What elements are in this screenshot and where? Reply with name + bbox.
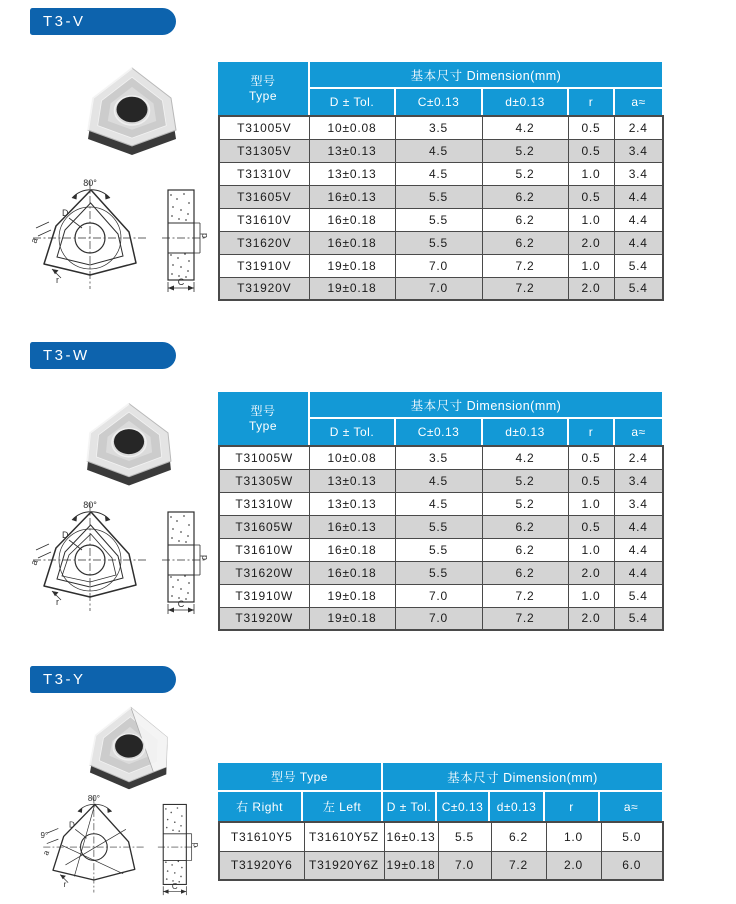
radius-label: r [63, 880, 67, 890]
table-row [219, 822, 663, 851]
cell-d_tol: 13±0.13 [309, 162, 395, 185]
dimension-drawing [28, 176, 213, 302]
cell-d: 6.2 [482, 561, 568, 584]
cell-a: 6.0 [601, 851, 663, 880]
cell-d: 6.2 [482, 208, 568, 231]
table-row [219, 162, 663, 185]
table-header [218, 392, 662, 445]
col-header-c: C±0.13 [396, 89, 481, 115]
cell-c: 5.5 [395, 208, 482, 231]
cell-r: 0.5 [568, 515, 614, 538]
cell-c: 5.5 [395, 231, 482, 254]
table-row [219, 492, 663, 515]
angle-label: 80° [83, 178, 97, 188]
insert-hole [115, 734, 143, 757]
table-row [219, 116, 663, 139]
cell-a: 4.4 [614, 538, 663, 561]
cell-a: 3.4 [614, 139, 663, 162]
cell-c: 4.5 [395, 469, 482, 492]
table-row [219, 254, 663, 277]
cell-type: T31310V [219, 162, 309, 185]
section-tab-t3-v: T3-V [30, 8, 176, 35]
cell-type: T31005W [219, 446, 309, 469]
cell-c: 7.0 [395, 277, 482, 300]
col-header-d-tol: D ± Tol. [383, 792, 435, 821]
type-label-en: Type [248, 418, 277, 433]
cell-type: T31910V [219, 254, 309, 277]
table-row [219, 584, 663, 607]
dimension-drawing [28, 498, 213, 624]
table-row [219, 277, 663, 300]
cell-d_tol: 16±0.18 [309, 231, 395, 254]
cell-a: 4.4 [614, 208, 663, 231]
table-row [219, 851, 663, 880]
diameter-label: D [62, 530, 69, 540]
cell-r: 1.0 [568, 538, 614, 561]
spec-table-t3-w [218, 392, 662, 631]
tech-drawing-t3-w [28, 498, 213, 624]
cell-type: T31610W [219, 538, 309, 561]
cell-d_tol: 13±0.13 [309, 469, 395, 492]
cell-type: T31310W [219, 492, 309, 515]
cell-d: 7.2 [482, 254, 568, 277]
cell-type: T31920V [219, 277, 309, 300]
spec-table-t3-y [218, 763, 662, 881]
cell-a: 4.4 [614, 515, 663, 538]
cell-r: 0.5 [568, 185, 614, 208]
thickness-label: C [177, 599, 185, 609]
cell-r: 1.0 [568, 208, 614, 231]
cell-d: 5.2 [482, 469, 568, 492]
col-header-a: a≈ [615, 89, 662, 115]
table-row [219, 561, 663, 584]
radius-label: r [56, 275, 59, 285]
cell-d: 4.2 [482, 446, 568, 469]
table-row [219, 607, 663, 630]
thickness-label: C [177, 277, 185, 287]
cell-type: T31920W [219, 607, 309, 630]
spec-table-body [218, 821, 664, 881]
cell-r: 0.5 [568, 139, 614, 162]
cell-a: 5.4 [614, 607, 663, 630]
cell-d_tol: 13±0.13 [309, 492, 395, 515]
cell-c: 4.5 [395, 139, 482, 162]
spec-table-t3-v [218, 62, 662, 301]
cell-type: T31305V [219, 139, 309, 162]
stipple-texture [170, 193, 190, 278]
cell-d: 6.2 [491, 822, 546, 851]
col-header-a: a≈ [615, 419, 662, 445]
cell-c: 4.5 [395, 492, 482, 515]
table-header [218, 763, 662, 821]
cell-r: 2.0 [568, 561, 614, 584]
cell-d: 7.2 [482, 584, 568, 607]
cell-c: 5.5 [395, 538, 482, 561]
cell-c: 3.5 [395, 116, 482, 139]
table-row [219, 208, 663, 231]
table-row [219, 231, 663, 254]
cell-d: 7.2 [491, 851, 546, 880]
col-header-r: r [569, 89, 613, 115]
cell-r: 2.0 [568, 231, 614, 254]
cell-a: 4.4 [614, 231, 663, 254]
angle-label: 80° [83, 500, 97, 510]
cell-r: 1.0 [568, 254, 614, 277]
col-header-r: r [569, 419, 613, 445]
col-header-left: 左 Left [303, 792, 381, 821]
table-header [218, 62, 662, 115]
col-header-d: d±0.13 [483, 89, 567, 115]
cell-r: 0.5 [568, 469, 614, 492]
thickness-label: C [171, 881, 178, 891]
insert-hole [117, 97, 148, 123]
radius-label: r [56, 597, 59, 607]
cell-d: 5.2 [482, 162, 568, 185]
cell-a: 2.4 [614, 116, 663, 139]
type-label-en: Type [248, 88, 277, 103]
cell-r: 2.0 [568, 277, 614, 300]
cell-d: 4.2 [482, 116, 568, 139]
cell-a: 3.4 [614, 469, 663, 492]
cell-d: 5.2 [482, 139, 568, 162]
cell-right: T31610Y5 [219, 822, 304, 851]
cell-d: 6.2 [482, 538, 568, 561]
cell-type: T31305W [219, 469, 309, 492]
cell-d_tol: 19±0.18 [309, 584, 395, 607]
hole-dia-label: d [190, 842, 200, 848]
cell-r: 0.5 [568, 446, 614, 469]
cell-type: T31605V [219, 185, 309, 208]
tech-drawing-t3-v [28, 176, 213, 302]
cell-c: 3.5 [395, 446, 482, 469]
col-header-type [218, 62, 308, 115]
col-header-d: d±0.13 [483, 419, 567, 445]
cell-a: 5.4 [614, 254, 663, 277]
cell-d: 7.2 [482, 607, 568, 630]
cell-d: 6.2 [482, 231, 568, 254]
diameter-label: D [62, 208, 69, 218]
cell-r: 0.5 [568, 116, 614, 139]
type-label-cn: 型号 [250, 73, 276, 88]
trigon-insert-image [52, 390, 207, 505]
cell-c: 5.5 [395, 561, 482, 584]
cell-c: 5.5 [395, 515, 482, 538]
col-header-dimension: 基本尺寸 Dimension(mm) [310, 62, 662, 87]
cell-type: T31620W [219, 561, 309, 584]
cell-c: 7.0 [395, 607, 482, 630]
cell-d_tol: 19±0.18 [309, 254, 395, 277]
cell-a: 5.0 [601, 822, 663, 851]
stipple-texture [165, 807, 183, 882]
cell-d_tol: 16±0.13 [309, 515, 395, 538]
insert-hole [114, 429, 144, 454]
trigon-insert-image [60, 58, 205, 176]
col-header-r: r [545, 792, 598, 821]
cell-a: 3.4 [614, 162, 663, 185]
alpha-label: a [41, 849, 52, 857]
angle-label: 80° [87, 793, 100, 803]
col-header-a: a≈ [600, 792, 662, 821]
stipple-texture [170, 515, 190, 600]
cell-type: T31910W [219, 584, 309, 607]
cell-r: 1.0 [568, 162, 614, 185]
cell-right: T31920Y6 [219, 851, 304, 880]
cell-a: 5.4 [614, 584, 663, 607]
hole-dia-label: d [199, 232, 209, 238]
cell-d: 6.2 [482, 515, 568, 538]
cell-type: T31605W [219, 515, 309, 538]
insert-photo-t3-v [60, 58, 205, 176]
section-tab-t3-w: T3-W [30, 342, 176, 369]
cell-r: 1.0 [546, 822, 601, 851]
cell-type: T31005V [219, 116, 309, 139]
table-row [219, 185, 663, 208]
table-row [219, 538, 663, 561]
col-header-right: 右 Right [218, 792, 301, 821]
cell-c: 4.5 [395, 162, 482, 185]
table-row [219, 469, 663, 492]
table-row [219, 139, 663, 162]
col-header-c: C±0.13 [396, 419, 481, 445]
cell-d_tol: 19±0.18 [309, 277, 395, 300]
cell-d_tol: 19±0.18 [384, 851, 438, 880]
col-header-type: 型号 Type [218, 763, 381, 790]
cell-d: 6.2 [482, 185, 568, 208]
alpha-label: a [28, 236, 40, 245]
cell-r: 2.0 [546, 851, 601, 880]
cell-d_tol: 16±0.18 [309, 208, 395, 231]
cell-c: 7.0 [395, 254, 482, 277]
cell-type: T31620V [219, 231, 309, 254]
col-header-dimension: 基本尺寸 Dimension(mm) [310, 392, 662, 417]
cell-a: 5.4 [614, 277, 663, 300]
cell-left: T31610Y5Z [304, 822, 384, 851]
col-header-dimension: 基本尺寸 Dimension(mm) [383, 763, 662, 790]
alpha-label: a [28, 558, 40, 567]
section-tab-t3-y: T3-Y [30, 666, 176, 693]
cell-d_tol: 16±0.18 [309, 561, 395, 584]
cell-c: 7.0 [438, 851, 491, 880]
relief-angle-label: 9° [40, 831, 49, 841]
cell-d_tol: 19±0.18 [309, 607, 395, 630]
cell-type: T31610V [219, 208, 309, 231]
table-row [219, 446, 663, 469]
cell-d_tol: 10±0.08 [309, 116, 395, 139]
type-label-cn: 型号 [250, 403, 276, 418]
spec-table-body [218, 445, 664, 631]
col-header-d-tol: D ± Tol. [310, 89, 394, 115]
col-header-d-tol: D ± Tol. [310, 419, 394, 445]
cell-d_tol: 16±0.13 [309, 185, 395, 208]
dimension-drawing [26, 792, 216, 904]
cell-c: 7.0 [395, 584, 482, 607]
cell-left: T31920Y6Z [304, 851, 384, 880]
table-row [219, 515, 663, 538]
cell-a: 2.4 [614, 446, 663, 469]
col-header-d: d±0.13 [490, 792, 543, 821]
col-header-type [218, 392, 308, 445]
cell-d: 5.2 [482, 492, 568, 515]
cell-c: 5.5 [395, 185, 482, 208]
spec-table-body [218, 115, 664, 301]
cell-d: 7.2 [482, 277, 568, 300]
insert-photo-t3-w [52, 390, 207, 505]
cell-d_tol: 13±0.13 [309, 139, 395, 162]
cell-a: 4.4 [614, 185, 663, 208]
col-header-c: C±0.13 [437, 792, 488, 821]
cell-r: 2.0 [568, 607, 614, 630]
cell-r: 1.0 [568, 584, 614, 607]
cell-d_tol: 16±0.13 [384, 822, 438, 851]
cell-c: 5.5 [438, 822, 491, 851]
tech-drawing-t3-y [26, 792, 216, 904]
diameter-label: D [69, 820, 75, 830]
hole-dia-label: d [199, 554, 209, 560]
cell-d_tol: 10±0.08 [309, 446, 395, 469]
cell-d_tol: 16±0.18 [309, 538, 395, 561]
cell-a: 4.4 [614, 561, 663, 584]
cell-r: 1.0 [568, 492, 614, 515]
cell-a: 3.4 [614, 492, 663, 515]
